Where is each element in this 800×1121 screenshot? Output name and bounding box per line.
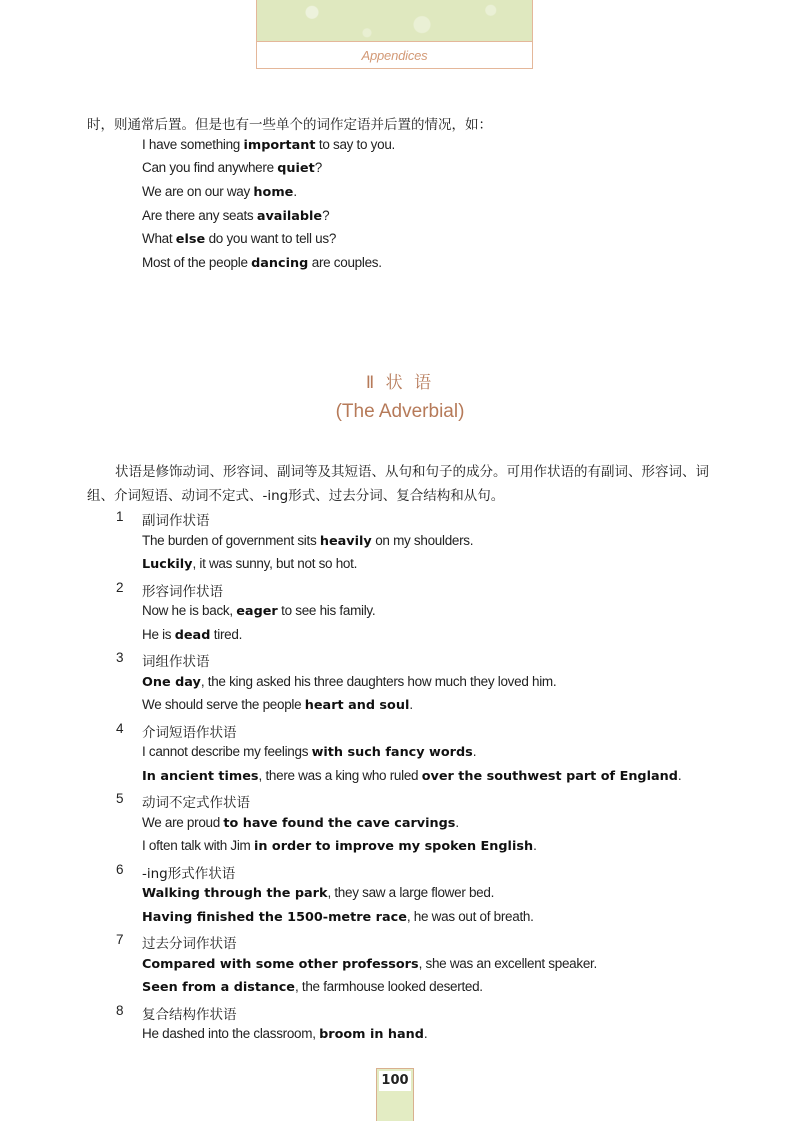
header-label: Appendices [361,48,428,63]
highlighted-phrase: Luckily [142,557,193,572]
category-label: 过去分词作状语 [142,936,237,952]
highlighted-phrase: Having finished the 1500-metre race [142,909,407,925]
sentence-text: , the farmhouse looked deserted. [294,979,483,994]
section-title-en: (The Adverbial) [335,401,465,422]
example-sentence [142,674,556,690]
page-number: 100 [379,1071,411,1091]
intro-text: 时，则通常后置。但是也有一些单个的词作定语并后置的情况，如： [87,117,492,133]
sentence-text: . [677,767,682,783]
highlighted-phrase: In ancient times [142,768,259,784]
highlighted-phrase: broom in hand [319,1027,424,1042]
example-sentence [142,231,336,247]
highlighted-phrase: available [256,209,323,224]
example-sentence [142,768,681,784]
highlighted-phrase: important [243,138,316,153]
sentence-text: I have something [142,137,244,152]
category-label: 形容词作状语 [142,583,223,600]
section-title-cn: Ⅱ 状 语 [365,373,435,393]
example-sentence [142,697,413,713]
sentence-text: We should serve the people [142,697,305,712]
example-sentence [142,815,459,831]
sentence-text: . [423,1026,428,1041]
highlighted-phrase: in order to improve my spoken English [253,839,534,854]
sentence-text: ? [322,208,330,223]
highlighted-phrase: Seen from a distance [142,980,295,995]
sentence-text: tired. [210,626,243,642]
category-label: 动词不定式作状语 [142,795,250,811]
sentence-text: , it was sunny, but not so hot. [192,556,358,571]
sentence-text: We are proud [142,814,224,830]
category-number: 3 [116,650,124,665]
example-sentence [142,1026,427,1042]
category-number: 6 [116,861,124,877]
highlighted-phrase: to have found the cave carvings [223,815,456,831]
section-paragraph: 状语是修饰动词、形容词、副词等及其短语、从句和句子的成分。可用作状语的有副词、形容词、词组、介词短语、动词不定式、-ing形式、过去分词、复合结构和从句。 [87,464,709,504]
example-sentence [142,885,494,901]
category-label: -ing形式作状语 [142,865,236,882]
sentence-text: on my shoulders. [371,532,474,548]
sentence-text: . [455,814,459,830]
example-sentence [142,255,382,271]
highlighted-phrase: over the southwest part of England [421,768,678,784]
header-tab [256,0,533,69]
sentence-text: . [533,838,537,853]
example-sentence [142,979,483,995]
sentence-text: The burden of government sits [142,532,320,548]
category-number: 1 [116,509,124,524]
sentence-text: ? [314,160,322,175]
example-sentence [142,744,476,760]
category-label: 词组作状语 [142,654,210,670]
sentence-text: We are on our way [142,184,254,199]
sentence-text: , he was out of breath. [406,908,534,924]
sentence-text: He dashed into the classroom, [142,1026,320,1041]
sentence-text: . [472,744,477,759]
category-number: 4 [116,720,124,736]
highlighted-phrase: heavily [319,533,372,549]
example-sentence [142,838,537,854]
sentence-text: Now he is back, [142,603,237,618]
category-number: 5 [116,791,124,806]
sentence-text: to say to you. [315,137,395,152]
example-sentence [142,184,297,200]
example-sentence [142,627,242,643]
category-number: 2 [116,579,124,595]
sentence-text: , there was a king who ruled [258,767,422,783]
highlighted-phrase: dancing [251,256,309,271]
sentence-text: do you want to tell us? [205,231,337,246]
sentence-text: He is [142,626,175,642]
highlighted-phrase: quiet [277,161,315,176]
category-number: 7 [116,932,124,947]
example-sentence [142,956,597,972]
highlighted-phrase: dead [174,627,211,643]
example-sentence [142,208,329,224]
highlighted-phrase: with such fancy words [311,745,473,760]
sentence-text: , they saw a large flower bed. [327,885,495,900]
sentence-text: . [409,697,413,712]
example-sentence [142,909,534,925]
highlighted-phrase: Walking through the park [142,886,328,901]
header-texture [257,0,532,42]
page-tab [376,1068,414,1121]
sentence-text: Can you find anywhere [142,160,278,175]
sentence-text: . [293,184,297,199]
sentence-text: What [142,231,176,246]
highlighted-phrase: heart and soul [304,698,410,713]
example-sentence [142,533,473,549]
sentence-text: , the king asked his three daughters how much they loved him. [200,673,557,689]
example-sentence [142,603,375,619]
sentence-text: I often talk with Jim [142,838,254,853]
category-label: 复合结构作状语 [142,1006,237,1023]
sentence-text: I cannot describe my feelings [142,744,312,759]
highlighted-phrase: else [175,232,206,247]
highlighted-phrase: home [253,185,294,200]
highlighted-phrase: One day [142,674,201,690]
category-label: 副词作状语 [142,513,210,529]
category-number: 8 [116,1002,124,1018]
example-sentence [142,160,322,176]
highlighted-phrase: eager [236,604,278,619]
example-sentence [142,137,395,153]
sentence-text: Are there any seats [142,208,257,223]
example-sentence [142,556,357,572]
sentence-text: Most of the people [142,255,252,270]
category-label: 介词短语作状语 [142,724,237,741]
sentence-text: , she was an excellent speaker. [418,955,597,971]
sentence-text: are couples. [308,255,382,270]
sentence-text: to see his family. [277,603,376,618]
highlighted-phrase: Compared with some other professors [142,956,419,972]
